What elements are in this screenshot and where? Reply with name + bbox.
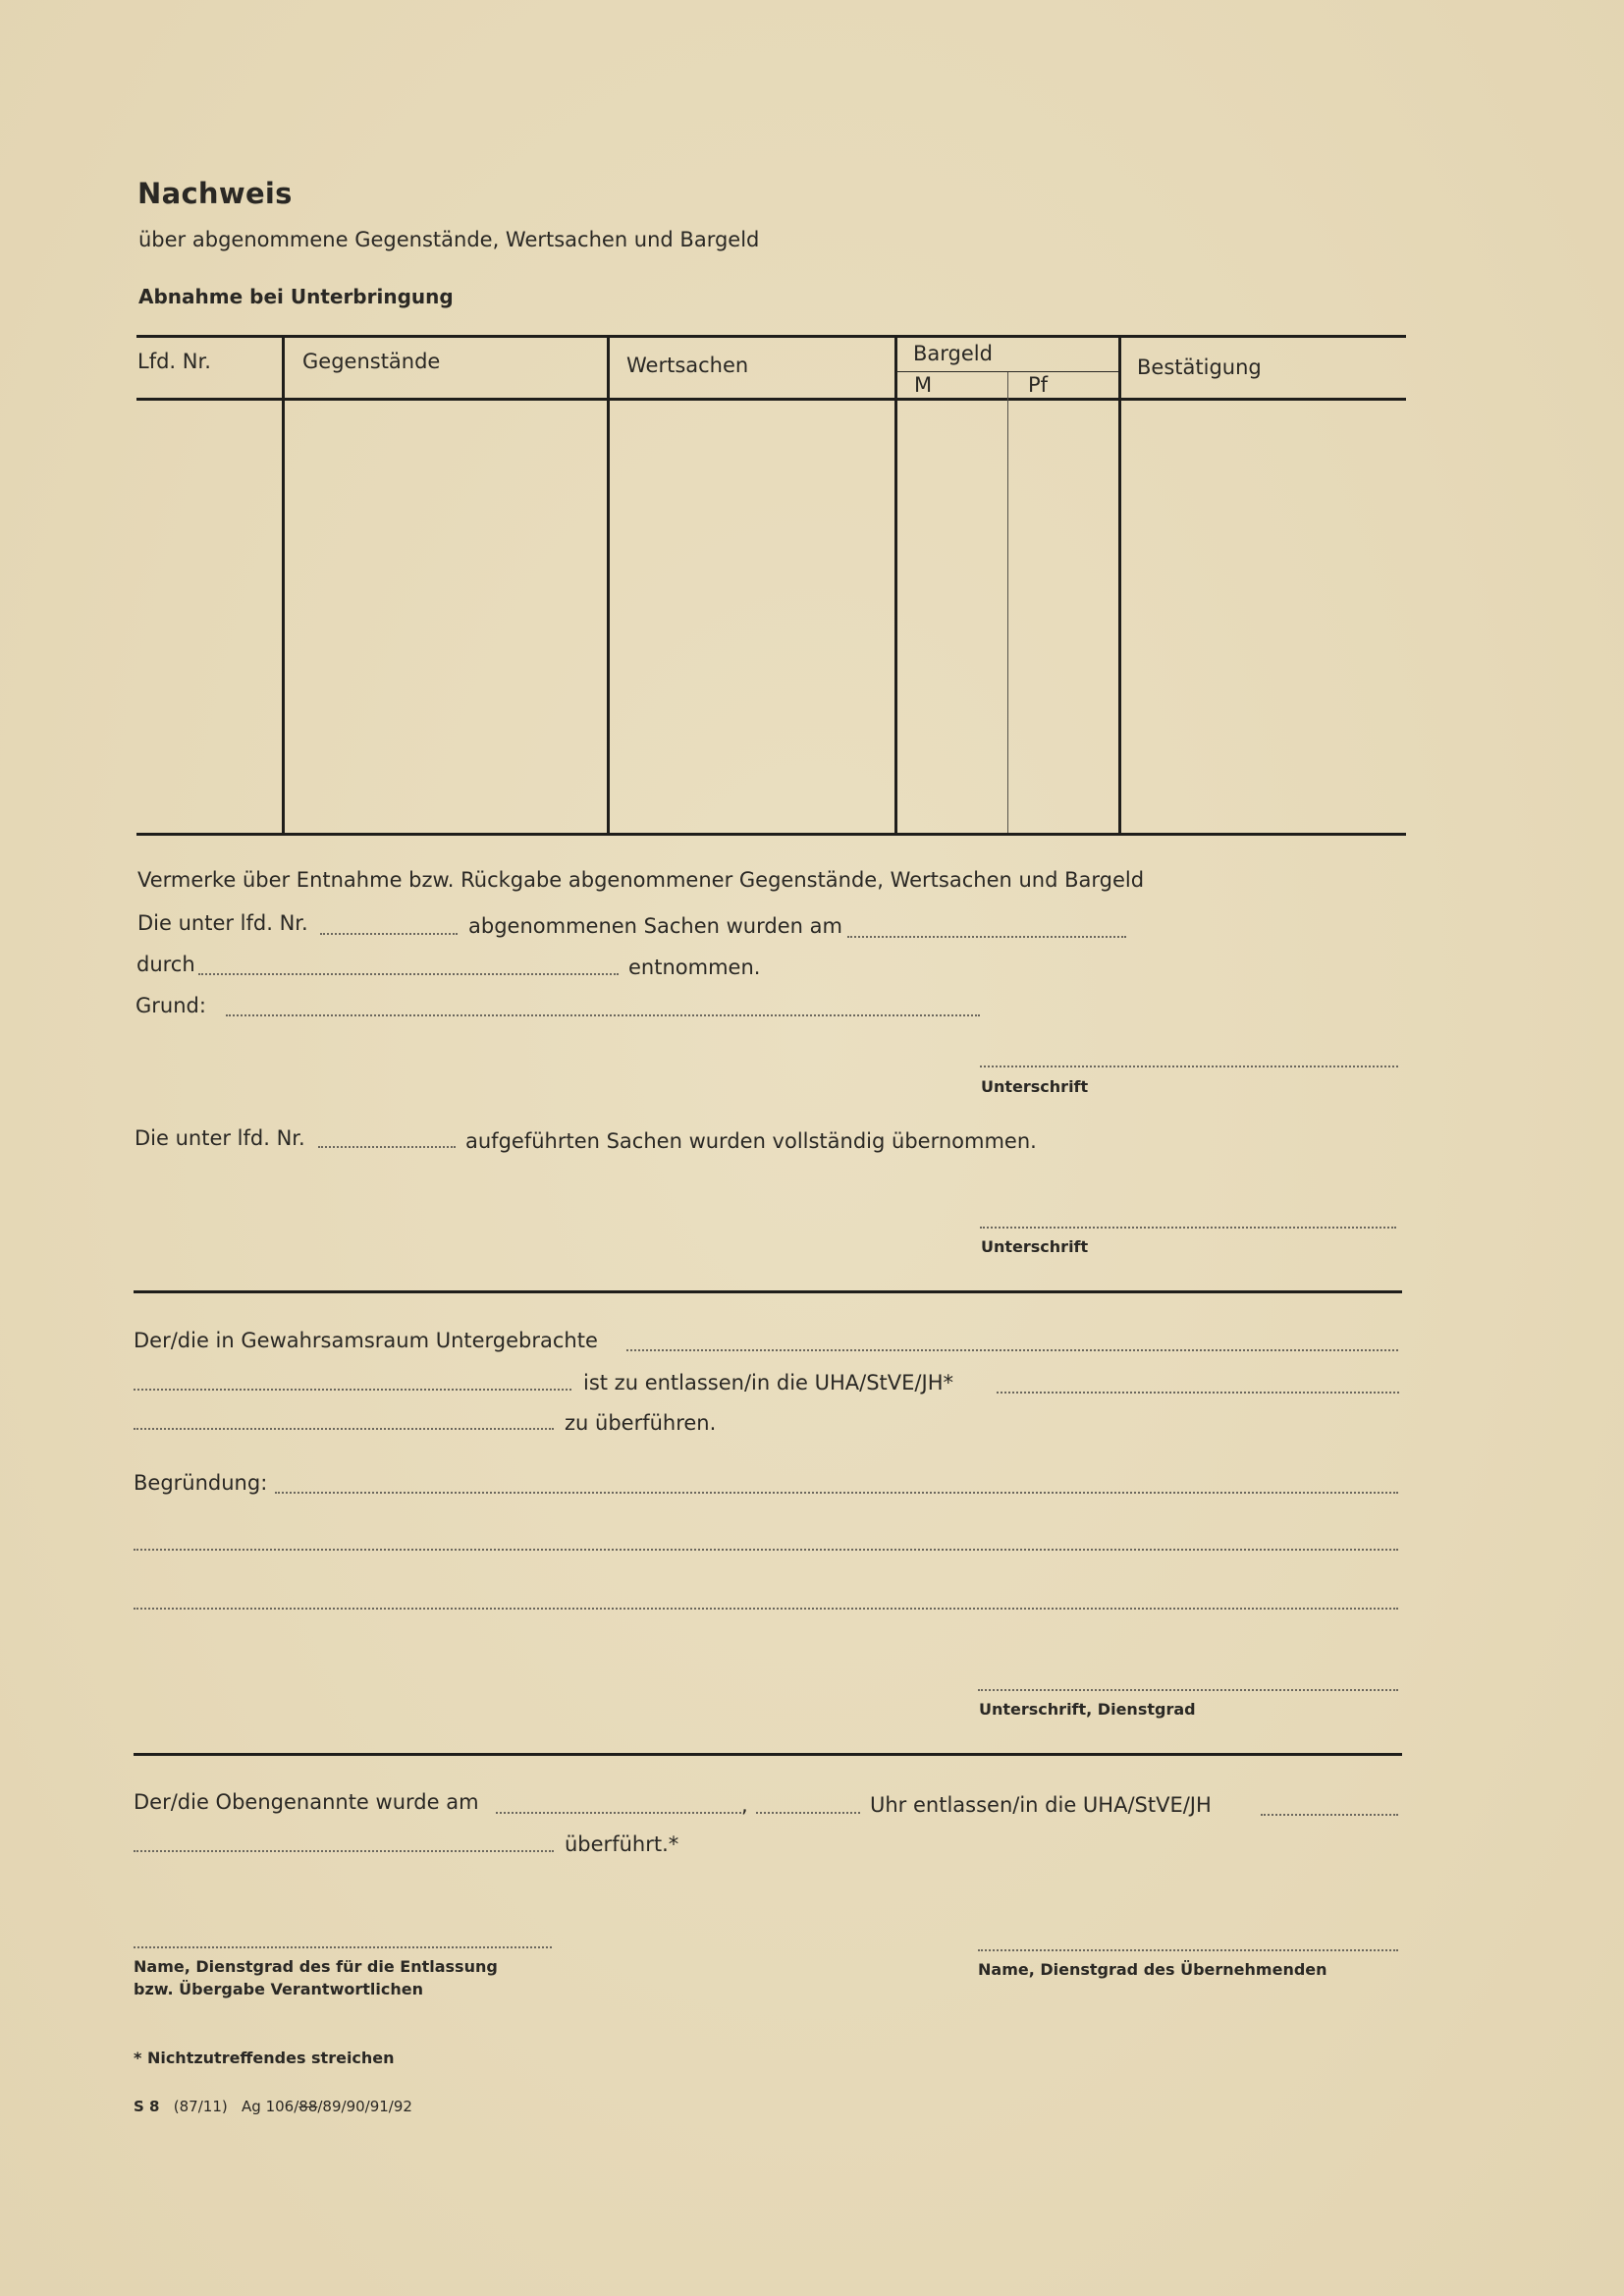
sig-left-label-1: Name, Dienstgrad des für die Entlassung bbox=[134, 1957, 498, 1976]
entlassung-name-field[interactable] bbox=[626, 1349, 1398, 1351]
footnote: * Nichtzutreffendes streichen bbox=[134, 2049, 395, 2067]
form-code-ag-struck: 88 bbox=[298, 2098, 318, 2115]
section-abnahme: Abnahme bei Unterbringung bbox=[138, 285, 454, 308]
sig-right-label: Name, Dienstgrad des Übernehmenden bbox=[978, 1960, 1327, 1979]
sig-left-field[interactable] bbox=[134, 1946, 552, 1948]
sig-right-field[interactable] bbox=[978, 1949, 1398, 1951]
vermerke-line1-text: abgenommenen Sachen wurden am bbox=[468, 914, 842, 938]
col-header-gegenstaende: Gegenstände bbox=[302, 350, 441, 373]
begruendung-field-1[interactable] bbox=[275, 1492, 1398, 1494]
col-header-pf: Pf bbox=[1028, 373, 1049, 397]
entlassung-name2-field[interactable] bbox=[134, 1389, 571, 1391]
signature2-label: Unterschrift bbox=[981, 1237, 1089, 1256]
begruendung-label: Begründung: bbox=[134, 1471, 268, 1495]
vollzug-time-field[interactable] bbox=[756, 1812, 860, 1814]
col-header-wertsachen: Wertsachen bbox=[626, 354, 749, 377]
table-bottom-border bbox=[136, 833, 1406, 836]
section-divider bbox=[134, 1753, 1402, 1756]
vermerke-line3-text: aufgeführten Sachen wurden vollständig übernommen. bbox=[465, 1129, 1037, 1153]
signature1-label: Unterschrift bbox=[981, 1077, 1089, 1096]
col-header-m: M bbox=[914, 373, 933, 397]
vermerke-heading: Vermerke über Entnahme bzw. Rückgabe abgenommener Gegenstände, Wertsachen und Bargeld bbox=[137, 868, 1145, 892]
vermerke-line2-label: durch bbox=[136, 953, 195, 976]
col-header-bestaetigung: Bestätigung bbox=[1137, 355, 1262, 379]
table-col-divider bbox=[282, 335, 285, 834]
begruendung-field-2[interactable] bbox=[134, 1549, 1398, 1551]
entlassung-target2-field[interactable] bbox=[134, 1428, 554, 1430]
vollzug-target2-field[interactable] bbox=[134, 1850, 554, 1852]
form-title: Nachweis bbox=[137, 177, 293, 210]
vermerke-line2-text: entnommen. bbox=[628, 956, 761, 979]
form-code-date: (87/11) bbox=[173, 2098, 228, 2115]
section-divider bbox=[134, 1290, 1402, 1293]
vollzug-line1-text: Uhr entlassen/in die UHA/StVE/JH bbox=[870, 1793, 1212, 1817]
table-col-divider bbox=[607, 335, 610, 834]
vermerke-lfd-field[interactable] bbox=[320, 933, 458, 935]
table-header-border bbox=[136, 398, 1406, 401]
form-code-id: S 8 bbox=[134, 2098, 160, 2115]
vermerke-lfd2-field[interactable] bbox=[318, 1146, 456, 1148]
vollzug-line1-label: Der/die Obengenannte wurde am bbox=[134, 1790, 479, 1814]
vollzug-comma: , bbox=[741, 1793, 748, 1817]
bargeld-subheader-border bbox=[896, 371, 1118, 372]
vermerke-line1-label: Die unter lfd. Nr. bbox=[137, 911, 308, 935]
vermerke-line3-label: Die unter lfd. Nr. bbox=[135, 1126, 305, 1150]
vermerke-grund-field[interactable] bbox=[226, 1014, 980, 1016]
entlassung-line2: ist zu entlassen/in die UHA/StVE/JH* bbox=[583, 1371, 953, 1394]
vermerke-durch-field[interactable] bbox=[198, 973, 619, 975]
signature2-field[interactable] bbox=[980, 1227, 1396, 1229]
form-code bbox=[134, 2098, 412, 2115]
col-header-lfd: Lfd. Nr. bbox=[137, 350, 211, 373]
sig-left-label-2: bzw. Übergabe Verantwortlichen bbox=[134, 1980, 423, 1998]
table-top-border bbox=[136, 335, 1406, 338]
begruendung-field-3[interactable] bbox=[134, 1608, 1398, 1610]
table-col-divider bbox=[894, 335, 897, 834]
form-subtitle: über abgenommene Gegenstände, Wertsachen und Bargeld bbox=[138, 228, 760, 251]
col-header-bargeld: Bargeld bbox=[913, 342, 993, 365]
entlassung-target-field[interactable] bbox=[997, 1392, 1399, 1394]
entlassung-line3: zu überführen. bbox=[565, 1411, 717, 1435]
table-col-divider-m-pf bbox=[1007, 371, 1008, 833]
vermerke-date-field[interactable] bbox=[847, 936, 1126, 938]
vollzug-date-field[interactable] bbox=[496, 1812, 741, 1814]
signature1-field[interactable] bbox=[980, 1066, 1398, 1067]
form-code-ag: Ag 106/ bbox=[242, 2098, 299, 2115]
vermerke-grund-label: Grund: bbox=[135, 994, 206, 1017]
signature3-field[interactable] bbox=[978, 1689, 1398, 1691]
vollzug-target-field[interactable] bbox=[1261, 1814, 1398, 1816]
table-col-divider bbox=[1118, 335, 1121, 834]
vollzug-line2: überführt.* bbox=[565, 1832, 679, 1856]
entlassung-line1: Der/die in Gewahrsamsraum Untergebrachte bbox=[134, 1329, 598, 1352]
signature3-label: Unterschrift, Dienstgrad bbox=[979, 1700, 1196, 1719]
form-code-ag-rest: /89/90/91/92 bbox=[317, 2098, 412, 2115]
